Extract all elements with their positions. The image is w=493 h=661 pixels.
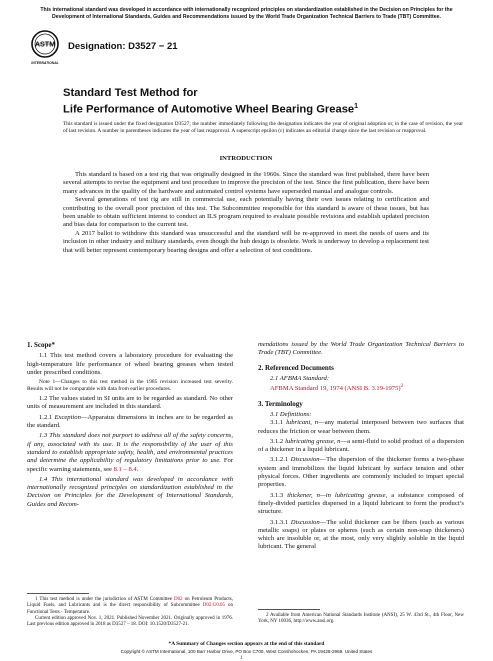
title-line-2: Life Performance of Automotive Wheel Bearing Grease — [63, 103, 355, 116]
section-3-1-2: 3.1.2 lubricating grease, n—a semi-fluid to solid product of a dispersion of a thickener in a liquid lubricant. — [258, 437, 464, 454]
right-footnotes — [258, 609, 464, 626]
introduction-heading: INTRODUCTION — [219, 155, 273, 162]
section-3-1-2-1: 3.1.2.1 Discussion—The dispersion of the thickener forms a two-phase system and immobilizes the liquid lubricant by surface tension and other physical forces. Other ingredients are commonly included to impart special properties. — [258, 456, 465, 489]
section-3-1-1: 3.1.1 lubricant, n—any material interposed between two surfaces that reduces the friction or wear between them. — [258, 419, 464, 435]
standard-issuance-note: This standard is issued under the fixed designation D3527; the number immediately following the designation indicates the year of original adoption or, in the case of revision, the year of last revision. A number in parentheses indicates the year of last reapproval. A superscript epsilon (ε) indicates an editorial change since the last revision or reapproval. — [63, 121, 463, 134]
section-1-3: 1.3 This standard does not purport to address all of the safety concerns, if any, associated with its use. It is the responsibility of the user of this standard to establish appropriate safety, health, and environmental practices and determine the applicability of regulatory limitations prior to use. For specific warning statements, see 8.1 – 8.4. — [27, 432, 233, 473]
terminology-heading: 3. Terminology — [258, 399, 303, 408]
section-2-1: 2.1 AFBMA Standard: — [270, 374, 330, 382]
summary-of-changes-note: *A Summary of Changes section appears at the end of this standard — [168, 641, 325, 647]
intro-paragraph: A 2017 ballot to withdraw this standard was unsuccessful and the standard will be re-approved to meet the needs of users and its inclusion in other industry and military standards, even though the hub design is obsolete. Work is underway to develop a replacement test that will better represent contemporary bearing designs and offer a selection of test conditions. — [63, 229, 429, 254]
afbma-standard-link[interactable]: AFBMA Standard 19, 1974 (ANSI B. 3.19-1975) — [270, 385, 401, 393]
section-1-2-1: 1.2.1 Exception—Apparatus dimensions in inches are to be regarded as the standard. — [27, 413, 233, 430]
designation: Designation: D3527 − 21 — [68, 41, 178, 52]
scope-heading: 1. Scope* — [27, 341, 55, 349]
section-3-1-3-1: 3.1.3.1 Discussion—The solid thickener can be fibers (such as various metallic soaps) or plates or spheres (such as certain non-soap thickeners) which are insoluble or, at the most, only very slightly soluble in the liquid lubricant. The general — [258, 518, 464, 551]
copyright-line: Copyright © ASTM International, 100 Barr Harbor Drive, PO Box C700, West Conshohocken, PA 19428-2959. United States — [120, 649, 373, 654]
wto-notice: This international standard was developed in accordance with internationally recognized principles on standardization established in the Decision on Principles for the Development of International Standards, Guides and Recommendations issued by the World Trade Organization Technical Barriers to Trade (TBT) Committee. — [40, 7, 453, 20]
astm-logo — [30, 27, 60, 71]
note-1: Note 1—Changes to this test method in the 1985 revision increased test severity. Results will not be comparable with data from earlier procedures. — [27, 379, 233, 393]
referenced-documents-heading: 2. Referenced Documents — [258, 363, 334, 372]
section-3-1: 3.1 Definitions: — [270, 410, 312, 418]
footnote-1: 1 This test method is under the jurisdiction of ASTM Committee D02 on Petroleum Products, Liquid Fuels, and Lubricants and is the direct responsibility of Subcommittee D02.G0.05 on Functional Tests - Temperature. — [27, 597, 234, 615]
footnote-2: 2 Available from American National Standards Institute (ANSI), 25 W. 43rd St., 4th Floor, New York, NY 10036, http://www.ansi.org. — [258, 613, 464, 625]
title-footnote-ref[interactable]: 1 — [354, 103, 359, 110]
footnote-rule — [27, 593, 89, 594]
footnote-rule — [258, 609, 320, 610]
intro-paragraph: Several generations of test rig are still in commercial use, each potentially having their own issues relating to certification and contributing to the overall poor precision of this test. The Subcommittee responsible for this standard is aware of these issues, but has been unable to obtain sufficient interest to conduct an ILS program required to evaluate possible revisions and establish updated precision and bias data for comparison to the current test. — [63, 196, 429, 229]
logo-text: ASTM — [34, 39, 56, 49]
section-1-4: 1.4 This international standard was developed in accordance with internationally recognized principles on standardization established in the Decision on Principles for the Development of International Standards, Guides and Recom- — [27, 475, 233, 508]
intro-paragraph: This standard is based on a test rig that was originally designed in the 1960s. Since the standard was first published, there have been several attempts to revise the equipment and test procedure to improve the precision of the test. Since the first publication, there have been many advances in the quality of the hardware and automated control systems have superseded manual and analogue controls. — [63, 171, 429, 195]
right-column — [258, 341, 464, 552]
section-1-4-continued: mendations issued by the World Trade Organization Technical Barriers to Trade (TBT) Committee. — [258, 341, 464, 357]
introduction-body — [63, 171, 429, 255]
afbma-reference — [258, 383, 464, 393]
title-line-1: Standard Test Method for — [63, 87, 198, 99]
section-1-1: 1.1 This test method covers a laboratory procedure for evaluating the high-temperature life performance of wheel bearing greases when tested under prescribed conditions. — [27, 352, 233, 376]
footnote-2-ref[interactable]: 2 — [400, 384, 404, 390]
warning-section-link[interactable]: 8.1 – 8.4 — [113, 465, 137, 473]
page-number: 1 — [240, 656, 243, 661]
section-1-2: 1.2 The values stated in SI units are to be regarded as standard. No other units of measurement are included in this standard. — [27, 395, 233, 411]
footnote-1-edition: Current edition approved Nov. 1, 2021. Published November 2021. Originally approved in 1976. Last previous edition approved in 2018 as D3527 – 18. DOI: 10.1520/D3527-21. — [27, 615, 233, 628]
document-title — [63, 87, 463, 117]
logo-subtext: INTERNATIONAL — [31, 61, 59, 65]
subcommittee-link[interactable]: D02.G0.05 — [202, 603, 225, 609]
left-column — [27, 341, 233, 509]
left-footnotes — [27, 593, 233, 628]
section-3-1-3: 3.1.3 thickener, n—in lubricating grease, a substance composed of finely-divided particles dispersed in a liquid lubricant to form the product’s structure. — [258, 491, 464, 516]
committee-d02-link[interactable]: D02 — [174, 597, 183, 602]
